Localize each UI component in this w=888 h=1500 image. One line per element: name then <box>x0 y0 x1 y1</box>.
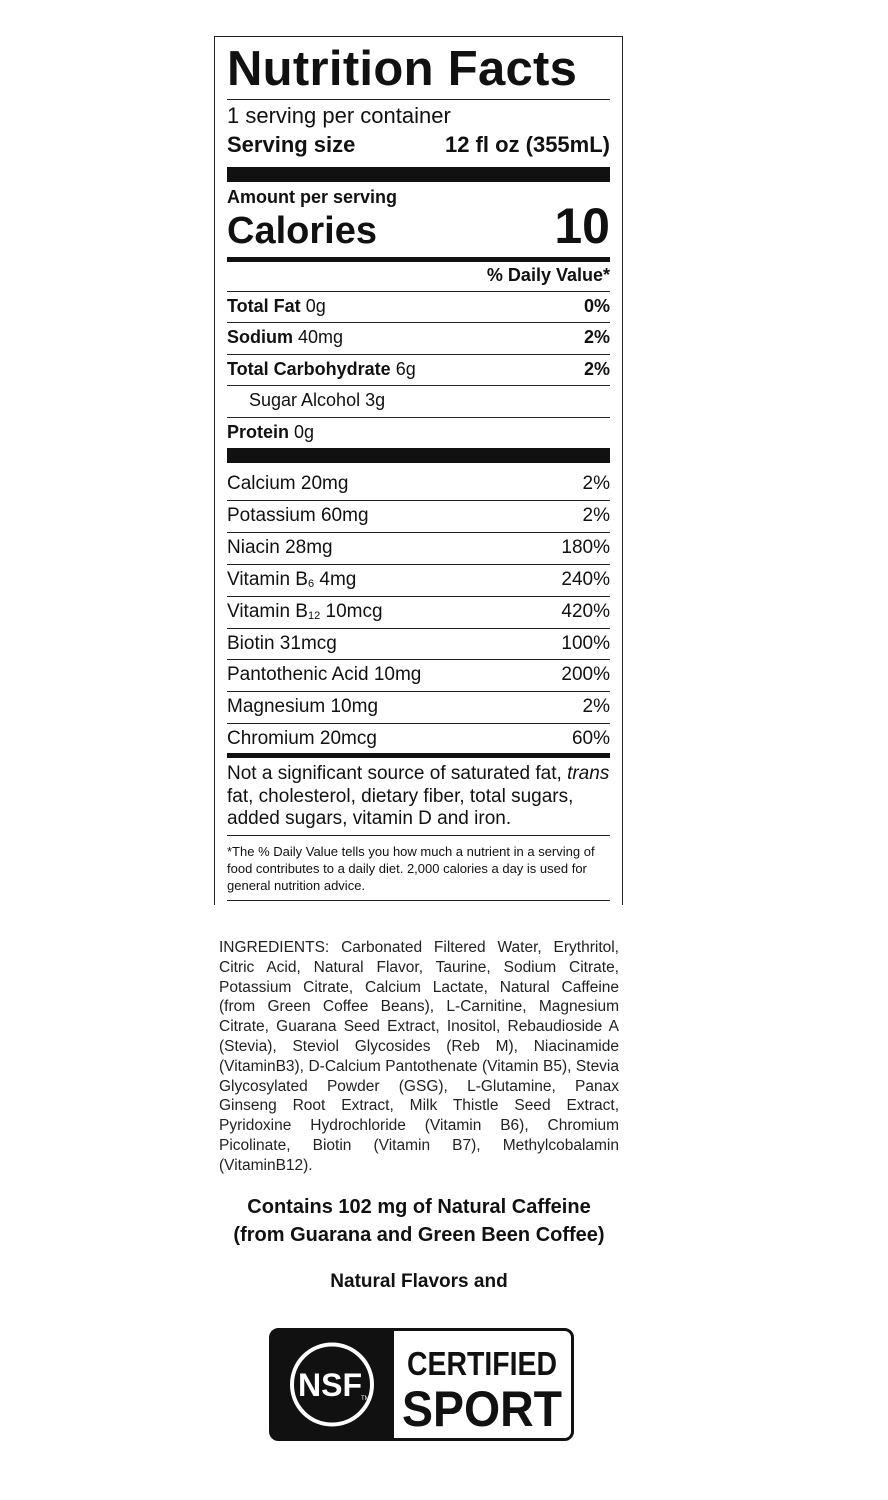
caffeine-statement <box>0 1193 838 1249</box>
nutrient-name: Niacin 28mg <box>227 536 333 558</box>
nutrient-dv: 2% <box>583 359 610 379</box>
medium-divider <box>227 753 610 758</box>
nutrient-row-magnesium <box>227 691 610 722</box>
nutrient-name: Potassium 60mg <box>227 504 369 526</box>
nutrient-name-prefix: Vitamin B <box>227 600 308 622</box>
nutrient-dv: 2% <box>582 504 610 526</box>
divider <box>227 900 610 901</box>
daily-value-header: % Daily Value* <box>486 265 610 285</box>
serving-size-row <box>227 132 610 158</box>
nutrient-dv: 60% <box>571 727 610 749</box>
nutrient-row-calcium <box>227 468 610 499</box>
nutrient-dv: 2% <box>583 327 610 347</box>
nutrient-row-biotin <box>227 628 610 659</box>
nutrition-facts-title: Nutrition Facts <box>227 42 578 96</box>
calories-label: Calories <box>227 210 377 252</box>
servings-per-container: 1 serving per container <box>227 103 451 128</box>
nutrient-dv: 2% <box>582 472 610 494</box>
nutrient-row-potassium <box>227 500 610 531</box>
caffeine-line-2: (from Guarana and Green Been Coffee) <box>233 1224 605 1246</box>
badge-certified-text: CERTIFIED <box>407 1345 557 1382</box>
nutrition-facts-panel <box>214 36 623 905</box>
nutrient-dv: 240% <box>561 568 610 590</box>
calories-value: 10 <box>554 198 610 254</box>
nutrient-row-pantothenic-acid <box>227 659 610 690</box>
nutrient-name: Magnesium 10mg <box>227 695 379 717</box>
divider <box>227 835 610 836</box>
divider <box>227 99 610 100</box>
nutrient-name: Sodium <box>227 327 293 347</box>
daily-value-footnote: *The % Daily Value tells you how much a nutrient in a serving of food contributes to a daily diet. 2,000 calories a day is used for general nutrition advice. <box>227 844 595 893</box>
nutrient-dv: 200% <box>561 663 610 685</box>
ingredients-list: INGREDIENTS: Carbonated Filtered Water, Erythritol, Citric Acid, Natural Flavor, Taurine, Sodium Citrate, Potassium Citrate, Calcium Lactate, Natural Caffeine (from Green Coffee Beans), L-Carnitine, Magnesium Citrate, Guarana Seed Extract, Inositol, Rebaudioside A (Stevia), Steviol Glycosides (Reb M), Niacinamide (VitaminB3), D-Calcium Pantothenate (Vitamin B5), Stevia Glycosylated Powder (GSG), L-Glutamine, Panax Ginseng Root Extract, Milk Thistle Seed Extract, Pyridoxine Hydrochloride (Vitamin B6), Chromium Picolinate, Biotin (Vitamin B7), Methylcobalamin (VitaminB12). <box>219 939 619 1174</box>
thick-divider <box>227 448 610 463</box>
nutrient-row-vitamin-b12 <box>227 596 610 627</box>
nutrient-name: Pantothenic Acid 10mg <box>227 663 422 685</box>
nutrient-row-total-fat <box>227 291 610 322</box>
nutrient-name: Protein <box>227 422 290 442</box>
not-significant-statement: Not a significant source of saturated fat, trans fat, cholesterol, dietary fiber, total sugars, added sugars, vitamin D and iron. <box>227 763 610 829</box>
nutrient-amount: 6g <box>395 359 416 379</box>
nutrient-row-sodium <box>227 322 610 353</box>
nutrient-row-protein <box>227 417 610 448</box>
nutrient-dv: 180% <box>561 536 610 558</box>
nutrient-name: Total Carbohydrate <box>227 359 391 379</box>
nutrient-dv: 0% <box>583 296 610 316</box>
nutrient-row-vitamin-b6 <box>227 564 610 595</box>
nutrient-name: Chromium 20mcg <box>227 727 377 749</box>
nutrient-row-sugar-alcohol <box>227 385 610 416</box>
nutrient-name: Total Fat <box>227 296 301 316</box>
nutrient-dv: 420% <box>561 600 610 622</box>
trademark-mark: TM <box>361 1396 370 1402</box>
nutrient-amount: 40mg <box>298 327 344 347</box>
nutrient-row-chromium <box>227 723 610 754</box>
nutrient-amount: 0g <box>294 422 315 442</box>
amount-per-serving: Amount per serving <box>227 187 398 207</box>
nutrient-dv: 100% <box>561 632 610 654</box>
natural-flavors-note: Natural Flavors and <box>330 1271 508 1292</box>
nutrient-name: Sugar Alcohol 3g <box>249 390 386 410</box>
nutrient-subscript: 6 <box>307 577 315 590</box>
nutrient-name-suffix: 10mcg <box>320 600 383 622</box>
nutrient-row-niacin <box>227 532 610 563</box>
calories-row <box>227 197 610 255</box>
nutrient-name: Biotin 31mcg <box>227 632 337 654</box>
caffeine-line-1: Contains 102 mg of Natural Caffeine <box>247 1196 591 1218</box>
nutrient-name-prefix: Vitamin B <box>227 568 308 590</box>
serving-size-value: 12 fl oz (355mL) <box>444 132 610 157</box>
nutrient-row-total-carbohydrate <box>227 354 610 385</box>
badge-sport-text: SPORT <box>402 1381 562 1437</box>
nutrient-name: Calcium 20mg <box>227 472 349 494</box>
serving-size-label: Serving size <box>227 132 356 157</box>
medium-divider <box>227 257 610 262</box>
nsf-certified-sport-badge <box>269 1328 574 1441</box>
thick-divider <box>227 167 610 182</box>
nutrient-subscript: 12 <box>307 609 321 622</box>
nutrient-amount: 0g <box>305 296 326 316</box>
nutrient-dv: 2% <box>582 695 610 717</box>
nsf-logo-text: NSF <box>298 1367 362 1403</box>
nutrient-name-suffix: 4mg <box>314 568 357 590</box>
